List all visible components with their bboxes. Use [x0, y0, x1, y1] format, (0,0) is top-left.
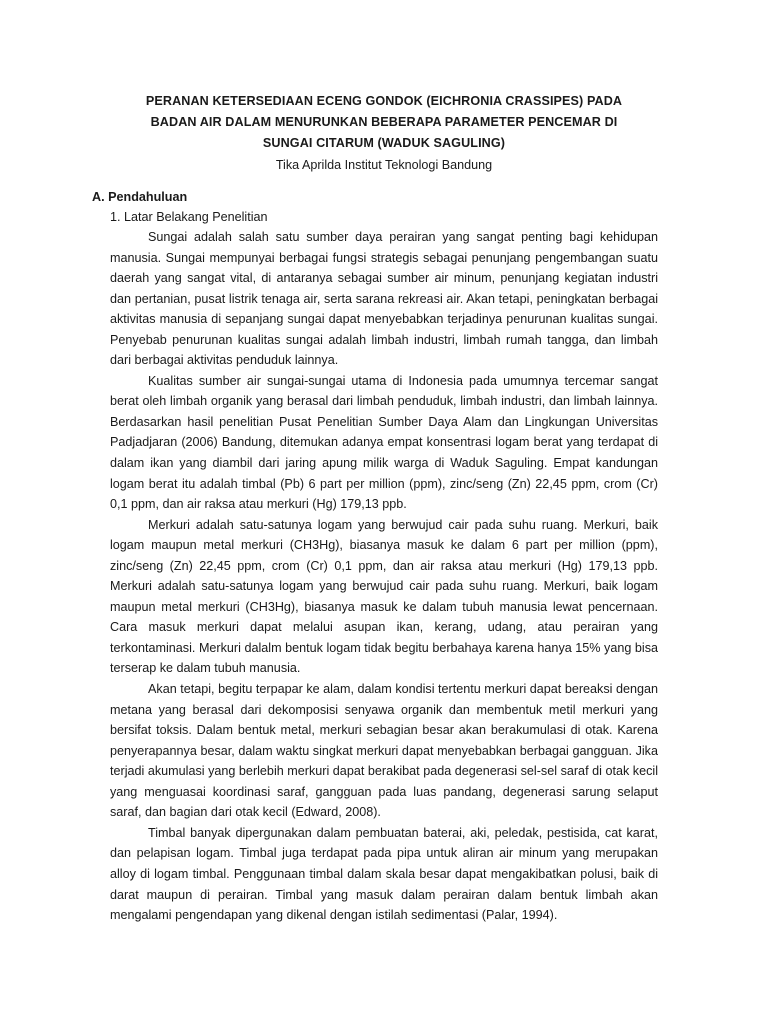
- title-block: [100, 91, 668, 176]
- paragraph-2: Kualitas sumber air sungai-sungai utama di Indonesia pada umumnya tercemar sangat berat oleh limbah organik yang berasal dari limbah penduduk, limbah industri, dan limbah lainnya. Berdasarkan hasil penelitian Pusat Penelitian Sumber Daya Alam dan Lingkungan Universitas Padjadjaran (2006) Bandung, ditemukan adanya empat konsentrasi logam berat yang terdapat di dalam ikan yang diambil dari jaring apung milik warga di Waduk Saguling. Empat kandungan logam berat itu adalah timbal (Pb) 6 part per million (ppm), zinc/seng (Zn) 22,45 ppm, crom (Cr) 0,1 ppm, dan air raksa atau merkuri (Hg) 179,13 ppb.: [110, 373, 658, 512]
- author-affiliation: Tika Aprilda Institut Teknologi Bandung: [275, 158, 493, 172]
- document-title-line-1: PERANAN KETERSEDIAAN ECENG GONDOK (EICHRONIA CRASSIPES) PADA: [145, 94, 623, 108]
- paragraph-3: Merkuri adalah satu-satunya logam yang berwujud cair pada suhu ruang. Merkuri, baik logam maupun metal merkuri (CH3Hg), biasanya masuk ke dalam 6 part per million (ppm), zinc/seng (Zn) 22,45 ppm, crom (Cr) 0,1 ppm, dan air raksa atau merkuri (Hg) 179,13 ppb. Merkuri adalah satu-satunya logam yang berwujud cair pada suhu ruang. Merkuri, baik logam maupun metal merkuri (CH3Hg), biasanya masuk ke dalam tubuh manusia lewat pencernaan. Cara masuk merkuri dapat melalui asupan ikan, kerang, udang, atau perairan yang terkontaminasi. Merkuri dalalm bentuk logam tidak begitu berbahaya karena hanya 15% yang bisa terserap ke dalam tubuh manusia.: [110, 517, 658, 676]
- document-title-line-2: BADAN AIR DALAM MENURUNKAN BEBERAPA PARAMETER PENCEMAR DI: [150, 115, 618, 129]
- paragraph-1: Sungai adalah salah satu sumber daya perairan yang sangat penting bagi kehidupan manusia. Sungai mempunyai berbagai fungsi strategis sebagai penunjang pengembangan suatu daerah yang sangat vital, di antaranya sebagai sumber air minum, penunjang kegiatan industri dan pertanian, pusat listrik tenaga air, serta sarana rekreasi air. Akan tetapi, peningkatan berbagai aktivitas manusia di sepanjang sungai dapat menyebabkan terjadinya penurunan kualitas sungai. Penyebab penurunan kualitas sungai adalah limbah industri, limbah rumah tangga, dan limbah dari berbagai aktivitas penduduk lainnya.: [110, 230, 658, 368]
- body-text: [110, 227, 658, 926]
- subsection-heading: 1. Latar Belakang Penelitian: [110, 210, 268, 224]
- document-title-line-3: SUNGAI CITARUM (WADUK SAGULING): [262, 136, 506, 150]
- paragraph-5: Timbal banyak dipergunakan dalam pembuatan baterai, aki, peledak, pestisida, cat karat, dan pelapisan logam. Timbal juga terdapat pada pipa untuk aliran air minum yang merupakan alloy di logam timbal. Penggunaan timbal dalam skala besar dapat mengakibatkan polusi, baik di darat maupun di perairan. Timbal yang masuk dalam perairan dalam bentuk limbah akan mengalami pengendapan yang dikenal dengan istilah sedimentasi (Palar, 1994).: [110, 825, 658, 923]
- section-heading: A. Pendahuluan: [92, 190, 188, 204]
- paragraph-4: Akan tetapi, begitu terpapar ke alam, dalam kondisi tertentu merkuri dapat bereaksi dengan metana yang berasal dari dekomposisi senyawa organik dan membentuk metil merkuri yang bersifat toksis. Dalam bentuk metal, merkuri sebagian besar akan berakumulasi di otak. Karena penyerapannya besar, dalam waktu singkat merkuri dapat menyebabkan berbagai gangguan. Jika terjadi akumulasi yang berlebih merkuri dapat berakibat pada degenerasi sel-sel saraf di otak kecil yang menguasai koordinasi saraf, gangguan pada luas pandang, degenerasi sarung selaput saraf, dan bagian dari otak kecil (Edward, 2008).: [110, 682, 658, 820]
